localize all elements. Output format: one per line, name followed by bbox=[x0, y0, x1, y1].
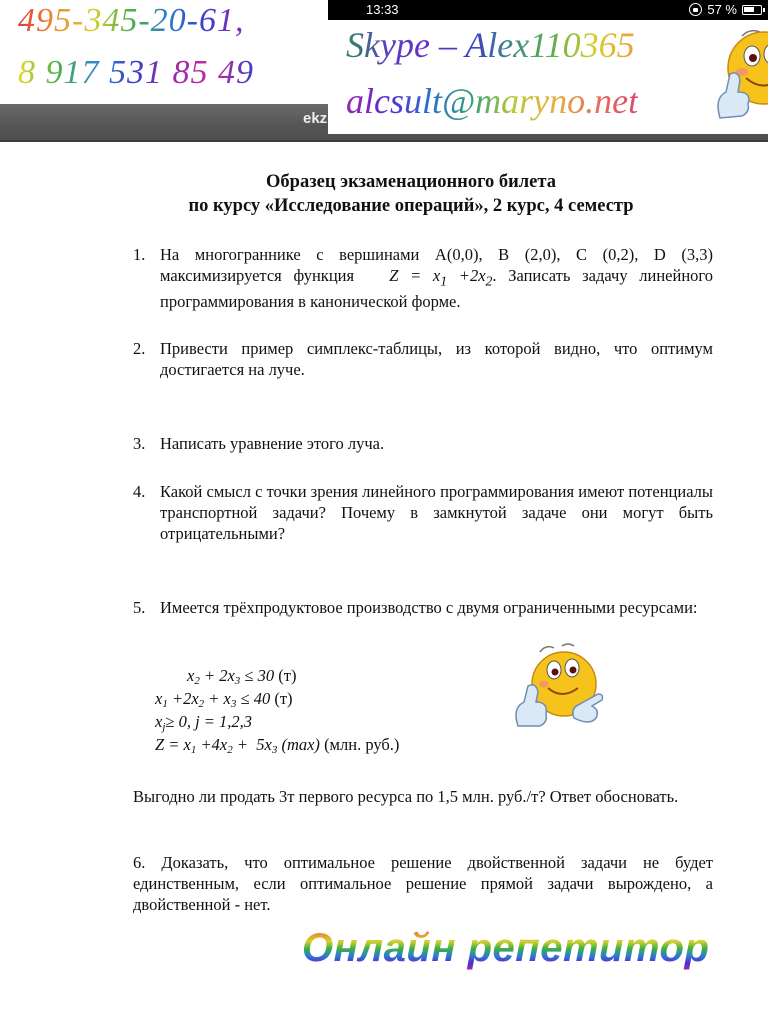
objective-function: $Z = x_1 +4x_2 + 5x_3$ (max) (млн. руб.) bbox=[155, 735, 400, 756]
battery-icon bbox=[742, 5, 762, 15]
question-number: 6. bbox=[133, 853, 146, 872]
url-fragment[interactable]: ekz bbox=[303, 110, 328, 127]
contact-banner-right bbox=[328, 20, 768, 134]
question-text: Написать уравнение этого луча. bbox=[160, 434, 385, 453]
smiley-thumbs-up-icon bbox=[512, 638, 612, 734]
objective-unit: (млн. руб.) bbox=[324, 735, 400, 754]
objective-formula: $Z = x_1 +2x_2$ bbox=[389, 266, 493, 289]
question-text: Какой смысл с точки зрения линейного программирования имеют потенциалы транспортной задачи? Почему в замкнутой задаче они могут быть отрицательными? bbox=[160, 482, 713, 543]
question-number: 2. bbox=[133, 339, 146, 358]
email-contact: alcsult@maryno.net bbox=[346, 81, 639, 121]
question-2 bbox=[133, 338, 713, 380]
question-text: Имеется трёхпродуктовое производство с двумя ограниченными ресурсами: bbox=[160, 598, 698, 617]
title-line-1: Образец экзаменационного билета bbox=[266, 172, 556, 192]
rotation-lock-icon bbox=[689, 3, 702, 16]
question-line: На многограннике с вершинами A(0,0), B (2,0), C (0,2), D (3,3) bbox=[160, 245, 713, 264]
battery-percent: 57 % bbox=[707, 2, 737, 17]
question-4 bbox=[133, 481, 713, 544]
question-1 bbox=[133, 244, 713, 312]
status-bar bbox=[328, 0, 768, 20]
question-text: Привести пример симплекс-таблицы, из которой видно, что оптимум достигается на луче. bbox=[160, 339, 713, 379]
question-number: 5. bbox=[133, 598, 146, 617]
skype-contact: Skype – Alex110365 bbox=[346, 25, 635, 65]
question-number: 4. bbox=[133, 482, 146, 501]
question-3 bbox=[133, 433, 713, 454]
document-title bbox=[0, 170, 768, 218]
status-time: 13:33 bbox=[366, 2, 399, 17]
constraint-1: $x_2 + 2x_3 \le 30$ (т) bbox=[187, 666, 297, 687]
contact-banner-left bbox=[0, 0, 328, 104]
question-5-follow-up: Выгодно ли продать 3т первого ресурса по 1,5 млн. руб./т? Ответ обосновать. bbox=[133, 787, 679, 806]
constraint-2: $x_1 +2x_2 + x_3 \le 40$ (т) bbox=[155, 689, 293, 710]
question-text: Доказать, что оптимальное решение двойственной задачи не будет единственным, если оптимальное решение прямой задачи вырождено, а двойственной - нет. bbox=[133, 853, 714, 914]
question-5 bbox=[133, 597, 713, 618]
question-number: 3. bbox=[133, 434, 146, 453]
phone-number-2: 8 917 531 85 49 bbox=[18, 54, 254, 91]
question-line: программирования в канонической форме. bbox=[160, 292, 461, 312]
question-number: 1. bbox=[133, 245, 146, 264]
constraint-unit: (т) bbox=[274, 689, 293, 708]
phone-number-1: 495-345-20-61, bbox=[18, 2, 245, 39]
constraint-nonneg: $x_j\ge 0$, j = 1,2,3 bbox=[155, 712, 253, 733]
title-line-2: по курсу «Исследование операций», 2 курс, 4 семестр bbox=[188, 196, 634, 216]
online-tutor-logo: Онлайн репетитор bbox=[302, 926, 710, 970]
constraint-unit: (т) bbox=[278, 666, 297, 685]
question-text: . Записать задачу линейного bbox=[492, 266, 714, 285]
question-6 bbox=[133, 852, 713, 915]
smiley-thumbs-up-icon bbox=[712, 22, 768, 126]
question-line bbox=[160, 265, 713, 291]
question-text: максимизируется функция bbox=[160, 266, 355, 285]
